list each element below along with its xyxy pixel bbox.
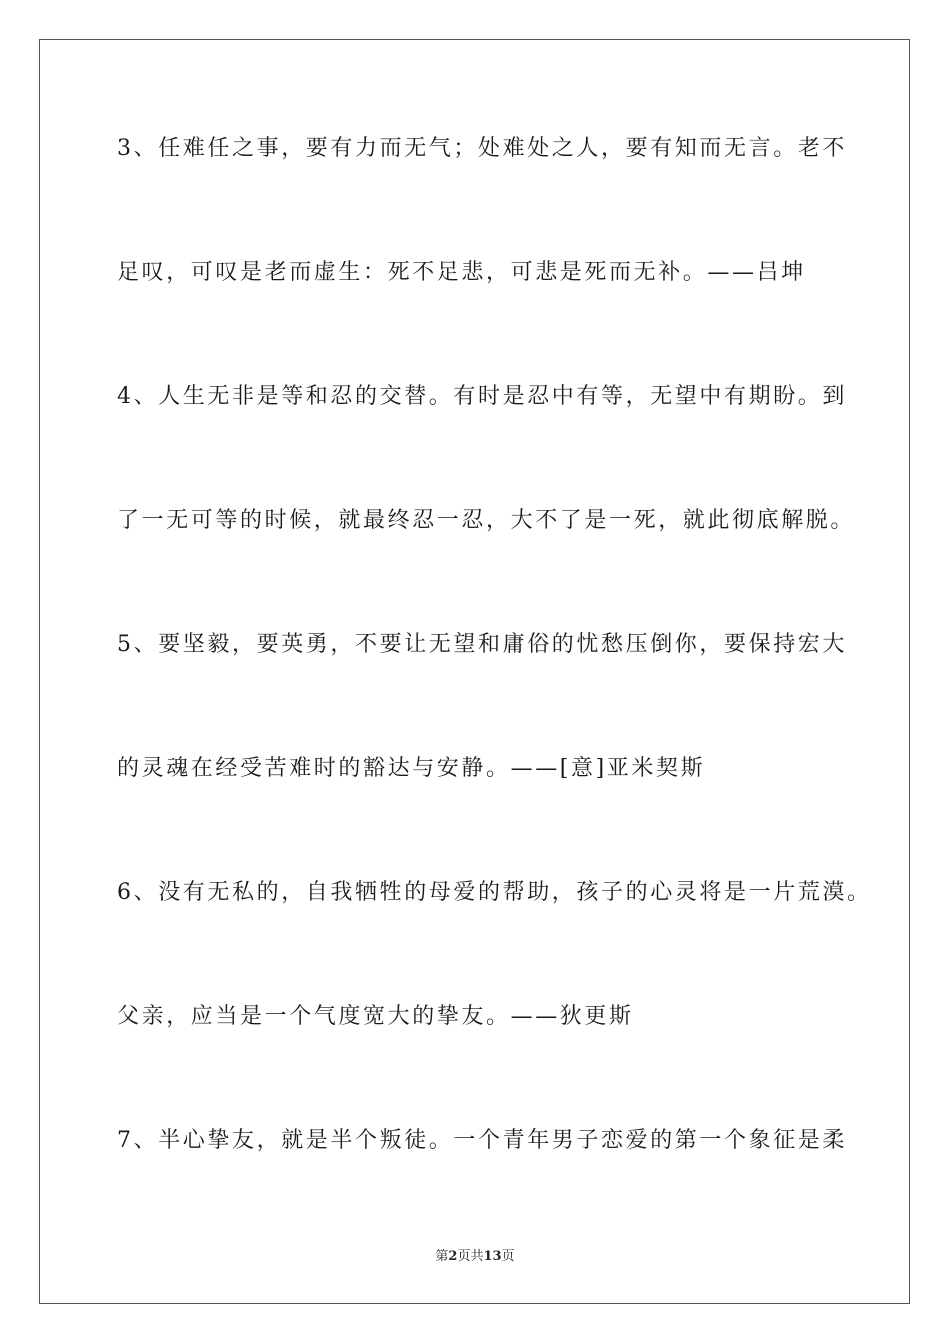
text-line-7: 6、没有无私的，自我牺牲的母爱的帮助，孩子的心灵将是一片荒漠。 bbox=[117, 880, 872, 905]
text-line-2: 足叹，可叹是老而虚生：死不足悲，可悲是死而无补。——吕坤 bbox=[117, 260, 806, 285]
total-prefix: 共 bbox=[470, 1249, 484, 1264]
text-line-3: 4、人生无非是等和忍的交替。有时是忍中有等，无望中有期盼。到 bbox=[117, 384, 847, 409]
page-prefix: 第 bbox=[435, 1249, 449, 1264]
page-footer bbox=[0, 1248, 950, 1266]
text-line-8: 父亲，应当是一个气度宽大的挚友。——狄更斯 bbox=[117, 1004, 634, 1029]
page-number: 2 bbox=[448, 1249, 458, 1264]
text-line-1: 3、任难任之事，要有力而无气；处难处之人，要有知而无言。老不 bbox=[117, 136, 847, 161]
text-line-6: 的灵魂在经受苦难时的豁达与安静。——[意]亚米契斯 bbox=[117, 756, 706, 781]
text-line-5: 5、要坚毅，要英勇，不要让无望和庸俗的忧愁压倒你，要保持宏大 bbox=[117, 632, 847, 657]
text-line-4: 了一无可等的时候，就最终忍一忍，大不了是一死，就此彻底解脱。 bbox=[117, 508, 856, 533]
text-line-9: 7、半心挚友，就是半个叛徒。一个青年男子恋爱的第一个象征是柔 bbox=[117, 1128, 847, 1153]
total-pages: 13 bbox=[483, 1249, 502, 1264]
page-border bbox=[39, 39, 910, 1304]
total-suffix: 页 bbox=[501, 1249, 515, 1264]
page-suffix: 页 bbox=[457, 1249, 471, 1264]
